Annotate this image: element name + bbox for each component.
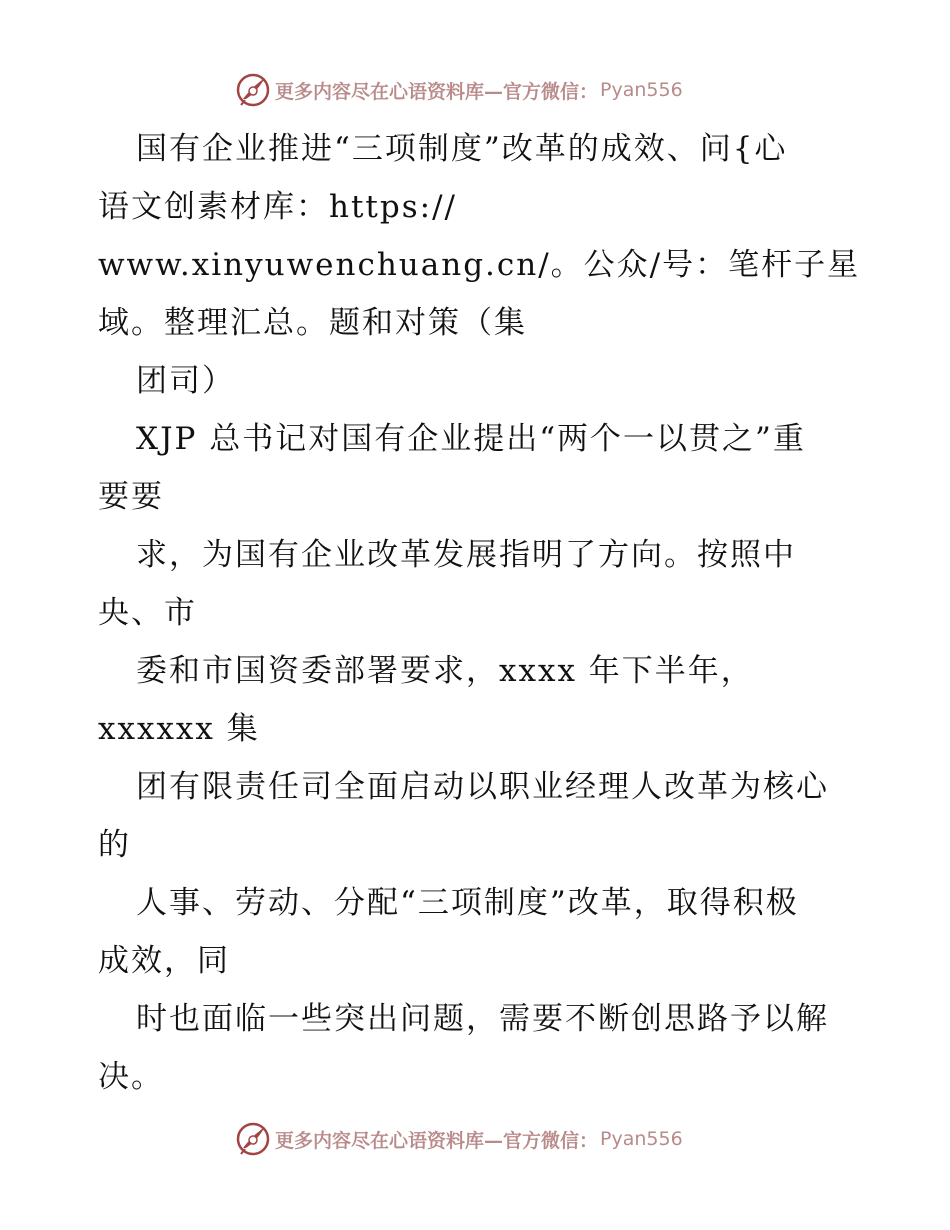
- header-watermark-banner: [235, 70, 755, 110]
- text-line: 国有企业推进“三项制度”改革的成效、问{心: [136, 131, 788, 167]
- text-line: 时也面临一些突出问题，需要不断创思路予以解: [136, 1001, 829, 1037]
- text-line: 域。整理汇总。题和对策（集: [98, 305, 527, 341]
- text-line: 人事、劳动、分配“三项制度”改革，取得积极: [136, 885, 799, 921]
- text-line: 团有限责任司全面启动以职业经理人改革为核心: [136, 769, 829, 805]
- text-line: 的: [98, 827, 131, 863]
- quill-logo-icon: [235, 72, 271, 108]
- text-line: www.xinyuwenchuang.cn/。公众/号：笔杆子星: [98, 247, 861, 283]
- watermark-text: 更多内容尽在心语资料库—官方微信：: [275, 80, 599, 103]
- text-line: 委和市国资委部署要求，xxxx 年下半年，: [136, 653, 754, 689]
- text-line: 语文创素材库：https://: [98, 189, 457, 225]
- text-line: 央、市: [98, 595, 197, 631]
- text-line: 成效，同: [98, 943, 230, 979]
- text-line: 要要: [98, 479, 164, 515]
- text-line: 决。: [98, 1059, 164, 1095]
- watermark-text: 更多内容尽在心语资料库—官方微信：: [275, 1129, 599, 1152]
- text-line: XJP 总书记对国有企业提出“两个一以贯之”重: [136, 421, 806, 457]
- watermark-contact: Pyan556: [600, 1128, 683, 1150]
- text-line: 求，为国有企业改革发展指明了方向。按照中: [136, 537, 796, 573]
- watermark-contact: Pyan556: [600, 79, 683, 101]
- footer-watermark-banner: [235, 1119, 755, 1159]
- text-line: 团司）: [136, 363, 235, 399]
- quill-logo-icon: [235, 1121, 271, 1157]
- text-line: xxxxxx 集: [98, 711, 260, 747]
- document-body: [98, 120, 868, 1106]
